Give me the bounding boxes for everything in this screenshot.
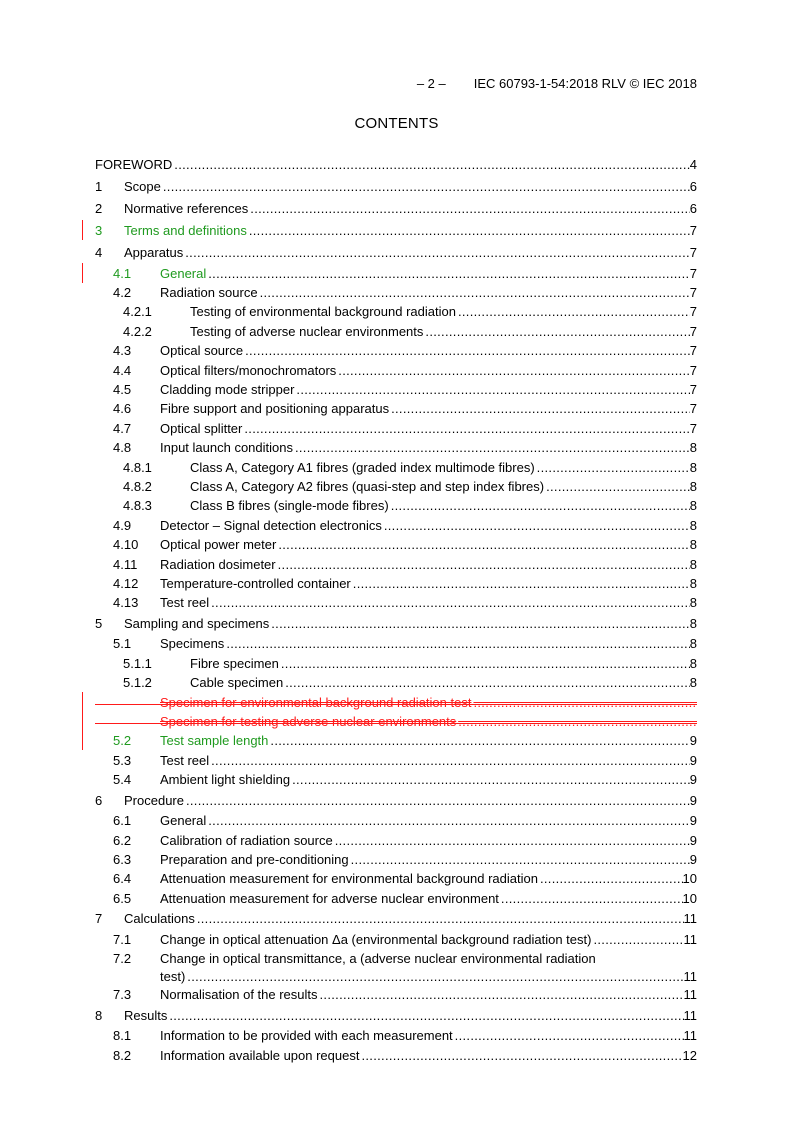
toc-entry-label: Information available upon request bbox=[160, 1047, 360, 1063]
toc-entry-line bbox=[160, 950, 697, 986]
toc-entry-line bbox=[124, 222, 697, 240]
revision-change-bar bbox=[82, 220, 83, 240]
toc-leader-dots bbox=[208, 265, 690, 283]
toc-entry-label: Specimen for testing adverse nuclear environments bbox=[160, 713, 457, 729]
toc-page-number: 11 bbox=[683, 987, 697, 1003]
toc-page-number: 8 bbox=[689, 517, 697, 533]
toc-entry-line bbox=[124, 615, 697, 633]
toc-entry-label: Class B fibres (single-mode fibres) bbox=[190, 498, 389, 514]
toc-entry-number: 4.8.3 bbox=[123, 498, 152, 514]
toc-entry-label: Class A, Category A1 fibres (graded index multimode fibres) bbox=[190, 459, 535, 475]
toc-page-number: 9 bbox=[689, 772, 697, 788]
toc-entry-line bbox=[160, 1047, 697, 1065]
toc-entry-label: Testing of environmental background radiation bbox=[190, 304, 456, 320]
toc-entry[interactable] bbox=[95, 771, 697, 789]
toc-entry-label: Attenuation measurement for environmental background radiation bbox=[160, 871, 538, 887]
toc-page-number: 9 bbox=[689, 733, 697, 749]
toc-entry-label: Cladding mode stripper bbox=[160, 381, 295, 397]
toc-entry-label: Specimen for environmental background radiation test bbox=[160, 694, 472, 710]
toc-entry-line bbox=[160, 832, 697, 850]
toc-entry-label: Specimens bbox=[160, 636, 225, 652]
toc-page-number: 8 bbox=[689, 537, 697, 553]
toc-entry-label: Testing of adverse nuclear environments bbox=[190, 323, 424, 339]
toc-entry-label: Scope bbox=[124, 179, 161, 194]
toc-entry-number: 7.1 bbox=[113, 931, 132, 947]
toc-leader-dots bbox=[537, 459, 690, 477]
toc-page-number: 11 bbox=[683, 931, 697, 947]
toc-entry-label: General bbox=[160, 813, 207, 829]
toc-entry[interactable] bbox=[95, 732, 697, 750]
toc-entry[interactable] bbox=[95, 222, 697, 240]
toc-entry-line bbox=[190, 655, 697, 673]
toc-entry-line bbox=[160, 420, 697, 438]
toc-leader-dots bbox=[458, 713, 697, 731]
toc-entry-label: Sampling and specimens bbox=[124, 615, 270, 631]
toc-entry-line bbox=[160, 771, 697, 789]
toc-entry-label: Radiation source bbox=[160, 284, 258, 300]
toc-entry-line bbox=[160, 400, 697, 418]
toc-page-number: 9 bbox=[689, 752, 697, 768]
deletion-strike-line bbox=[95, 704, 697, 705]
toc-entry[interactable] bbox=[95, 459, 697, 477]
toc-entry-line bbox=[160, 931, 697, 949]
toc-entry-line bbox=[160, 812, 697, 830]
toc-entry-label: Change in optical attenuation Δa (environmental background radiation test) bbox=[160, 931, 592, 947]
toc-entry-line bbox=[160, 732, 697, 750]
toc-page-number: 9 bbox=[689, 792, 697, 808]
toc-entry-line bbox=[190, 674, 697, 692]
toc-entry[interactable] bbox=[95, 594, 697, 612]
toc-entry-label: Optical splitter bbox=[160, 420, 243, 436]
toc-entry-number: 4.2.2 bbox=[123, 323, 152, 339]
toc-page-number: 9 bbox=[689, 813, 697, 829]
revision-change-bar bbox=[82, 692, 83, 751]
toc-entry[interactable] bbox=[95, 1027, 697, 1045]
toc-page-number: 7 bbox=[689, 284, 697, 300]
toc-entry[interactable] bbox=[95, 420, 697, 438]
toc-page-number: 8 bbox=[689, 655, 697, 671]
toc-leader-dots bbox=[546, 478, 690, 496]
toc-leader-dots bbox=[260, 284, 690, 302]
toc-page-number: 8 bbox=[689, 575, 697, 591]
toc-page-number: 12 bbox=[682, 1047, 697, 1063]
toc-page-number: 7 bbox=[689, 381, 697, 397]
toc-entry-number: 4.8 bbox=[113, 440, 132, 456]
toc-leader-dots bbox=[292, 771, 690, 789]
toc-entry-label: Normalisation of the results bbox=[160, 987, 318, 1003]
toc-page-number: 7 bbox=[689, 323, 697, 339]
toc-entry-line bbox=[190, 303, 697, 321]
toc-entry[interactable] bbox=[95, 1007, 697, 1025]
toc-leader-dots bbox=[169, 1007, 683, 1025]
toc-entry-line bbox=[160, 342, 697, 360]
toc-entry-number: 6.5 bbox=[113, 890, 132, 906]
toc-entry-line bbox=[160, 265, 697, 283]
toc-entry[interactable] bbox=[95, 178, 697, 196]
toc-leader-dots bbox=[197, 910, 684, 928]
toc-entry-number: 5.4 bbox=[113, 772, 132, 788]
toc-entry-number: 4.10 bbox=[113, 537, 139, 553]
toc-entry-number: 4.1 bbox=[113, 265, 132, 281]
toc-entry[interactable] bbox=[95, 556, 697, 574]
toc-leader-dots bbox=[226, 635, 689, 653]
toc-entry-label: Radiation dosimeter bbox=[160, 556, 276, 572]
toc-entry-line bbox=[160, 986, 697, 1004]
toc-page-number: 8 bbox=[689, 636, 697, 652]
toc-entry-number: 8 bbox=[95, 1007, 103, 1023]
toc-entry-line bbox=[124, 200, 697, 218]
toc-leader-dots bbox=[425, 323, 689, 341]
toc-page-number: 10 bbox=[682, 871, 697, 887]
toc-entry-label-continued: test) bbox=[160, 969, 186, 985]
toc-page-number: 7 bbox=[689, 265, 697, 281]
toc-entry-label: Test sample length bbox=[160, 733, 269, 749]
toc-entry[interactable] bbox=[95, 986, 697, 1004]
toc-entry-number: 4.4 bbox=[113, 362, 132, 378]
toc-entry-number: 6 bbox=[95, 792, 103, 808]
toc-entry-label: FOREWORD bbox=[95, 157, 173, 172]
toc-page-number: 8 bbox=[689, 459, 697, 475]
toc-entry[interactable] bbox=[95, 812, 697, 830]
toc-entry-number: 5.2 bbox=[113, 733, 132, 749]
toc-leader-dots bbox=[320, 986, 684, 1004]
toc-entry[interactable] bbox=[95, 792, 697, 810]
toc-leader-dots bbox=[187, 968, 683, 986]
toc-entry[interactable] bbox=[95, 1047, 697, 1065]
toc-entry-label: Results bbox=[124, 1007, 168, 1023]
toc-entry[interactable] bbox=[95, 910, 697, 928]
toc-leader-dots bbox=[384, 517, 690, 535]
revision-change-bar bbox=[82, 263, 83, 283]
toc-entry[interactable] bbox=[95, 575, 697, 593]
toc-entry-number: 7.3 bbox=[113, 987, 132, 1003]
toc-entry-label: Attenuation measurement for adverse nuclear environment bbox=[160, 890, 499, 906]
toc-entry-number: 6.3 bbox=[113, 851, 132, 867]
toc-leader-dots bbox=[211, 594, 690, 612]
toc-entry-label: Preparation and pre-conditioning bbox=[160, 851, 349, 867]
document-id: IEC 60793-1-54:2018 RLV © IEC 2018 bbox=[473, 76, 697, 91]
toc-entry-line bbox=[190, 459, 697, 477]
toc-entry-number: 5.1 bbox=[113, 636, 132, 652]
toc-entry[interactable] bbox=[95, 635, 697, 653]
toc-entry-line bbox=[160, 536, 697, 554]
toc-entry-number: 5.3 bbox=[113, 752, 132, 768]
deletion-strike-line bbox=[95, 723, 697, 724]
toc-leader-dots bbox=[185, 244, 690, 262]
toc-entry-label: Calculations bbox=[124, 911, 195, 927]
toc-entry-label: Fibre specimen bbox=[190, 655, 279, 671]
toc-entry-label: Optical power meter bbox=[160, 537, 277, 553]
toc-leader-dots bbox=[278, 536, 689, 554]
toc-leader-dots bbox=[163, 178, 690, 196]
toc-entry-number: 6.4 bbox=[113, 871, 132, 887]
toc-entry[interactable] bbox=[95, 851, 697, 869]
toc-leader-dots bbox=[270, 732, 689, 750]
toc-entry-number: 3 bbox=[95, 223, 103, 238]
toc-entry-label: Test reel bbox=[160, 752, 210, 768]
toc-entry-label: Input launch conditions bbox=[160, 440, 293, 456]
toc-page-number: 7 bbox=[689, 362, 697, 378]
toc-entry-label: Change in optical transmittance, a (adverse nuclear environmental radiation bbox=[160, 951, 596, 967]
toc-entry-label: Detector – Signal detection electronics bbox=[160, 517, 382, 533]
toc-entry[interactable] bbox=[95, 615, 697, 633]
toc-leader-dots bbox=[391, 400, 690, 418]
toc-entry-line bbox=[160, 594, 697, 612]
toc-entry-label: General bbox=[160, 265, 207, 281]
toc-entry[interactable] bbox=[95, 156, 697, 174]
toc-entry-number: 4.5 bbox=[113, 381, 132, 397]
toc-entry-line bbox=[190, 478, 697, 496]
toc-page-number: 6 bbox=[689, 179, 697, 194]
toc-entry-line bbox=[190, 323, 697, 341]
toc-entry-number: 4.8.2 bbox=[123, 478, 152, 494]
toc-entry-label: Test reel bbox=[160, 595, 210, 611]
toc-entry-label: Optical source bbox=[160, 343, 244, 359]
toc-leader-dots bbox=[208, 812, 690, 830]
toc-entry-label: Optical filters/monochromators bbox=[160, 362, 337, 378]
toc-entry-number: 8.1 bbox=[113, 1028, 132, 1044]
toc-entry[interactable] bbox=[95, 439, 697, 457]
toc-entry[interactable] bbox=[95, 303, 697, 321]
toc-entry-line bbox=[124, 244, 697, 262]
toc-page-number: 9 bbox=[689, 832, 697, 848]
toc-entry-label: Temperature-controlled container bbox=[160, 575, 351, 591]
toc-entry-label: Apparatus bbox=[124, 245, 184, 260]
toc-entry[interactable] bbox=[95, 832, 697, 850]
toc-leader-dots bbox=[361, 1047, 682, 1065]
toc-leader-dots bbox=[458, 303, 690, 321]
toc-entry-line bbox=[160, 713, 697, 731]
toc-entry-line bbox=[160, 635, 697, 653]
toc-page-number: 7 bbox=[689, 223, 697, 238]
toc-page-number: 11 bbox=[683, 911, 697, 927]
toc-entry-number: 4.3 bbox=[113, 343, 132, 359]
toc-entry-line bbox=[190, 497, 697, 515]
toc-entry-line bbox=[124, 792, 697, 810]
toc-entry-line bbox=[160, 556, 697, 574]
toc-entry-number: 4.2.1 bbox=[123, 304, 152, 320]
toc-entry-label: Normative references bbox=[124, 201, 249, 216]
toc-page-number: 11 bbox=[683, 1007, 697, 1023]
toc-page-number: 8 bbox=[689, 615, 697, 631]
toc-leader-dots bbox=[501, 890, 683, 908]
toc-page-number: 8 bbox=[689, 675, 697, 691]
toc-entry[interactable] bbox=[95, 200, 697, 218]
toc-entry[interactable] bbox=[95, 342, 697, 360]
toc-entry-line bbox=[160, 575, 697, 593]
toc-entry-label: Terms and definitions bbox=[124, 223, 247, 238]
toc-page-number: 8 bbox=[689, 478, 697, 494]
toc-leader-dots bbox=[473, 694, 697, 712]
toc-entry[interactable] bbox=[95, 265, 697, 283]
toc-leader-dots bbox=[271, 615, 690, 633]
toc-entry[interactable] bbox=[95, 890, 697, 908]
toc-entry-line bbox=[160, 851, 697, 869]
toc-page-number: 7 bbox=[689, 343, 697, 359]
toc-entry-line bbox=[160, 752, 697, 770]
toc-entry-number: 4.7 bbox=[113, 420, 132, 436]
toc-leader-dots bbox=[244, 420, 689, 438]
toc-entry-line bbox=[124, 1007, 697, 1025]
toc-entry-number: 4 bbox=[95, 245, 103, 260]
toc-page-number: 7 bbox=[689, 245, 697, 260]
toc-leader-dots bbox=[186, 792, 690, 810]
toc-entry-line bbox=[95, 156, 697, 174]
toc-entry[interactable] bbox=[95, 655, 697, 673]
toc-entry-number: 5 bbox=[95, 615, 103, 631]
toc-leader-dots bbox=[455, 1027, 684, 1045]
toc-leader-dots bbox=[593, 931, 683, 949]
toc-entry-label: Cable specimen bbox=[190, 675, 284, 691]
toc-entry[interactable] bbox=[95, 752, 697, 770]
toc-entry[interactable] bbox=[95, 362, 697, 380]
toc-entry-number: 5.1.2 bbox=[123, 675, 152, 691]
toc-entry[interactable] bbox=[95, 517, 697, 535]
toc-page-number: 7 bbox=[689, 420, 697, 436]
toc-entry[interactable] bbox=[95, 870, 697, 888]
toc-entry-line bbox=[160, 890, 697, 908]
toc-entry[interactable] bbox=[95, 323, 697, 341]
toc-page-number: 8 bbox=[689, 556, 697, 572]
toc-entry-label: Procedure bbox=[124, 792, 184, 808]
toc-page-number: 9 bbox=[689, 851, 697, 867]
toc-entry[interactable] bbox=[95, 244, 697, 262]
toc-entry-number: 7.2 bbox=[113, 951, 132, 967]
toc-entry-number: 4.11 bbox=[113, 556, 138, 572]
toc-leader-dots bbox=[353, 575, 690, 593]
toc-entry-number: 4.13 bbox=[113, 595, 139, 611]
toc-entry-number: 6.2 bbox=[113, 832, 132, 848]
toc-page-number: 6 bbox=[689, 201, 697, 216]
toc-leader-dots bbox=[285, 674, 690, 692]
toc-page-number: 10 bbox=[682, 890, 697, 906]
toc-entry[interactable] bbox=[95, 400, 697, 418]
toc-entry[interactable] bbox=[95, 478, 697, 496]
toc-leader-dots bbox=[295, 439, 690, 457]
toc-entry-number: 4.8.1 bbox=[123, 459, 152, 475]
toc-entry-number: 2 bbox=[95, 201, 103, 216]
toc-entry[interactable] bbox=[95, 931, 697, 949]
toc-entry[interactable] bbox=[95, 694, 697, 712]
toc-leader-dots bbox=[249, 222, 690, 240]
toc-leader-dots bbox=[174, 156, 689, 174]
toc-page-number: 8 bbox=[689, 440, 697, 456]
toc-leader-dots bbox=[338, 362, 689, 380]
toc-leader-dots bbox=[281, 655, 690, 673]
toc-leader-dots bbox=[250, 200, 689, 218]
toc-leader-dots bbox=[391, 497, 690, 515]
toc-entry[interactable] bbox=[95, 950, 697, 984]
toc-entry-number: 4.2 bbox=[113, 284, 132, 300]
toc-entry[interactable] bbox=[95, 713, 697, 731]
toc-page-number: 11 bbox=[683, 1028, 697, 1044]
toc-entry-line bbox=[160, 362, 697, 380]
toc-entry-line bbox=[124, 178, 697, 196]
toc-page-number: 4 bbox=[689, 157, 697, 172]
toc-page-number: 11 bbox=[683, 969, 697, 985]
page-title: CONTENTS bbox=[354, 115, 439, 132]
toc-entry-label: Ambient light shielding bbox=[160, 772, 291, 788]
toc-entry[interactable] bbox=[95, 674, 697, 692]
toc-page-number: 8 bbox=[689, 498, 697, 514]
toc-entry-line bbox=[160, 439, 697, 457]
toc-entry-label: Fibre support and positioning apparatus bbox=[160, 401, 390, 417]
toc-entry-line bbox=[160, 694, 697, 712]
toc-entry-number: 5.1.1 bbox=[123, 655, 152, 671]
toc-leader-dots bbox=[211, 752, 690, 770]
toc-entry-line bbox=[160, 381, 697, 399]
toc-entry-number: 6.1 bbox=[113, 813, 132, 829]
toc-leader-dots bbox=[351, 851, 690, 869]
toc-entry-label: Class A, Category A2 fibres (quasi-step and step index fibres) bbox=[190, 478, 545, 494]
toc-entry-line bbox=[160, 1027, 697, 1045]
toc-entry-line bbox=[124, 910, 697, 928]
toc-leader-dots bbox=[296, 381, 689, 399]
toc-entry-line bbox=[160, 517, 697, 535]
toc-entry[interactable] bbox=[95, 381, 697, 399]
toc-entry[interactable] bbox=[95, 284, 697, 302]
toc-entry-label: Information to be provided with each measurement bbox=[160, 1028, 453, 1044]
toc-page-number: 7 bbox=[689, 401, 697, 417]
toc-entry-number: 8.2 bbox=[113, 1047, 132, 1063]
toc-entry-number: 4.6 bbox=[113, 401, 132, 417]
toc-page-number: 7 bbox=[689, 304, 697, 320]
toc-leader-dots bbox=[335, 832, 690, 850]
toc-entry-line bbox=[160, 870, 697, 888]
toc-entry-number: 1 bbox=[95, 179, 103, 194]
page-number: – 2 – bbox=[416, 76, 446, 91]
toc-leader-dots bbox=[245, 342, 690, 360]
page-header bbox=[0, 76, 697, 91]
toc-entry-number: 4.9 bbox=[113, 517, 132, 533]
toc-entry-label: Calibration of radiation source bbox=[160, 832, 333, 848]
toc-entry-line bbox=[160, 284, 697, 302]
toc-leader-dots bbox=[278, 556, 690, 574]
toc-leader-dots bbox=[540, 870, 683, 888]
toc-entry[interactable] bbox=[95, 497, 697, 515]
toc-page-number: 8 bbox=[689, 595, 697, 611]
toc-entry[interactable] bbox=[95, 536, 697, 554]
toc-entry-number: 4.12 bbox=[113, 575, 139, 591]
toc-entry-number: 7 bbox=[95, 911, 103, 927]
